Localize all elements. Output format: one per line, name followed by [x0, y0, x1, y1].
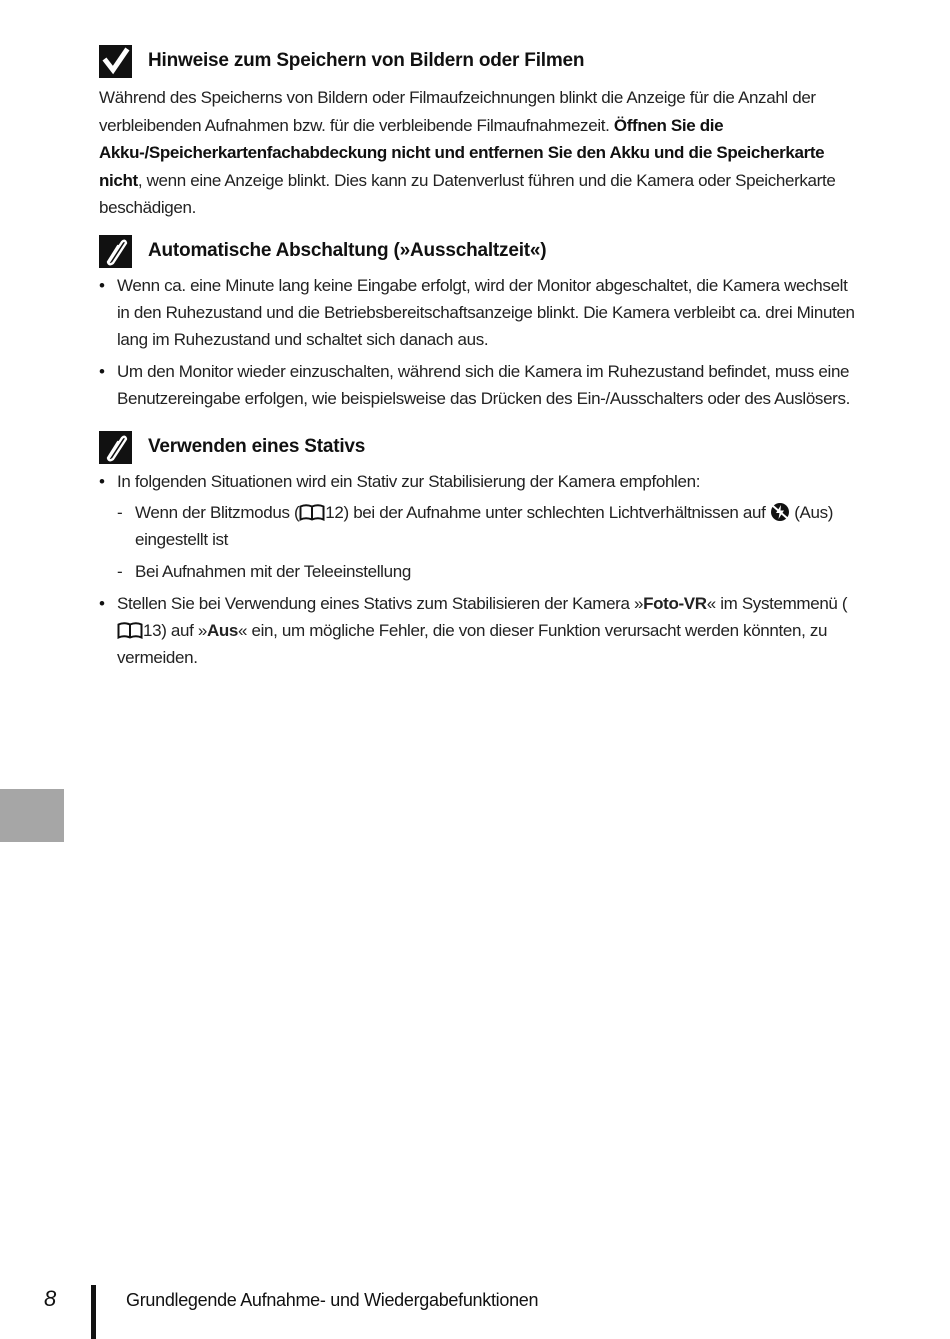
page-number: 8: [44, 1286, 57, 1311]
bullet-list: [99, 272, 859, 412]
page-reference[interactable]: 12: [325, 503, 344, 522]
section-heading: [99, 430, 859, 464]
list-item: • Stellen Sie bei Verwendung eines Stativs zum Stabilisieren der Kamera »Foto-VR« im Systemmenü (13) auf »Aus« ein, um mögliche Fehler, die von dieser Funktion verursacht werden könnten, zu vermeiden.: [99, 590, 859, 671]
check-box-icon: [99, 45, 132, 78]
warning-text: Öffnen Sie die Akku-/Speicherkartenfachabdeckung nicht und entfernen Sie den Akku und die Speicherkarte nicht: [99, 115, 825, 190]
flash-off-icon: [770, 502, 790, 522]
sub-list: [117, 499, 859, 585]
section-title: Hinweise zum Speichern von Bildern oder Filmen: [148, 50, 585, 71]
bullet-list: [99, 468, 859, 671]
list-item: • Wenn ca. eine Minute lang keine Eingabe erfolgt, wird der Monitor abgeschaltet, die Kamera wechselt in den Ruhezustand und die Betriebsbereitschaftsanzeige blinkt. Die Kamera verbleibt ca. drei Minuten lang im Ruhezustand und schaltet sich danach aus.: [99, 272, 859, 353]
pencil-note-icon: [99, 235, 132, 268]
section-paragraph: Während des Speicherns von Bildern oder Filmaufzeichnungen blinkt die Anzeige für die Anzahl der verbleibenden Aufnahmen bzw. für die verbleibende Filmaufnahmezeit. Öffnen Sie die Akku-/Speicherkartenfachabdeckung nicht und entfernen Sie den Akku und die Speicherkarte nicht, wenn eine Anzeige blinkt. Dies kann zu Datenverlust führen und die Kamera oder Speicherkarte beschädigen.: [99, 88, 836, 217]
sub-list-item: - Wenn der Blitzmodus ( 12) bei der Aufnahme unter schlechten Lichtverhältnissen auf (Aus) eingestellt ist: [117, 499, 859, 553]
menu-setting-value: Aus: [206, 621, 239, 640]
section-heading: [99, 44, 859, 78]
section-heading: [99, 234, 859, 268]
note-save-images: [99, 44, 859, 222]
pencil-note-icon: [99, 431, 132, 464]
menu-option-name: Foto-VR: [643, 594, 707, 613]
chapter-title: Grundlegende Aufnahme- und Wiedergabefunktionen: [126, 1290, 539, 1310]
note-tripod: [99, 430, 859, 676]
book-reference-icon: [117, 622, 143, 639]
list-item: • In folgenden Situationen wird ein Stativ zur Stabilisierung der Kamera empfohlen: - Wenn der Blitzmodus ( 12) bei der Aufnahme unter schlechten Lichtverhältnissen auf (Aus) eingestellt ist - Bei Aufnahmen mit der Teleeinstellung: [99, 468, 859, 585]
page-reference[interactable]: 13: [143, 621, 162, 640]
note-auto-power-off: [99, 234, 859, 417]
section-title: Automatische Abschaltung (»Ausschaltzeit«): [148, 240, 547, 261]
list-item: • Um den Monitor wieder einzuschalten, während sich die Kamera im Ruhezustand befindet, muss eine Benutzereingabe erfolgen, wie beispielsweise das Drücken des Ein-/Ausschalters oder des Auslösers.: [99, 358, 859, 412]
chapter-side-tab: [0, 789, 64, 842]
book-reference-icon: [299, 504, 325, 521]
footer-divider: [91, 1285, 96, 1339]
sub-list-item: - Bei Aufnahmen mit der Teleeinstellung: [117, 558, 859, 585]
section-title: Verwenden eines Stativs: [148, 436, 366, 457]
